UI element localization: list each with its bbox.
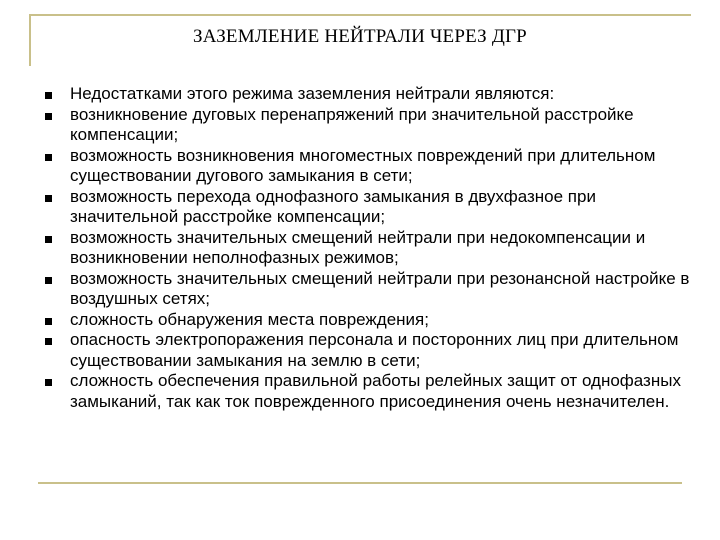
square-bullet-icon: [45, 195, 52, 202]
square-bullet-icon: [45, 338, 52, 345]
bullet-item: [42, 371, 692, 412]
bullet-item: [42, 228, 692, 269]
bullet-text: возможность перехода однофазного замыкания в двухфазное при значительной расстройке компенсации;: [70, 186, 596, 226]
bullet-text: возникновение дуговых перенапряжений при значительной расстройке компенсации;: [70, 104, 634, 144]
square-bullet-icon: [45, 154, 52, 161]
bullet-item: [42, 310, 692, 331]
square-bullet-icon: [45, 379, 52, 386]
bullet-text: возможность значительных смещений нейтрали при недокомпенсации и возникновении неполнофазных режимов;: [70, 227, 646, 267]
square-bullet-icon: [45, 277, 52, 284]
bullet-item: [42, 330, 692, 371]
square-bullet-icon: [45, 236, 52, 243]
bullet-list: [42, 84, 692, 412]
bullet-item: [42, 146, 692, 187]
bullet-text: возможность значительных смещений нейтрали при резонансной настройке в воздушных сетях;: [70, 268, 690, 308]
bullet-item: [42, 84, 692, 105]
bullet-text: сложность обеспечения правильной работы релейных защит от однофазных замыканий, так как ток поврежденного присоединения очень незначителен.: [70, 371, 681, 411]
square-bullet-icon: [45, 113, 52, 120]
bullet-text: Недостатками этого режима заземления нейтрали являются:: [70, 84, 555, 103]
bullet-item: [42, 269, 692, 310]
square-bullet-icon: [45, 318, 52, 325]
slide-title: ЗАЗЕМЛЕНИЕ НЕЙТРАЛИ ЧЕРЕЗ ДГР: [193, 26, 527, 47]
bullet-item: [42, 105, 692, 146]
bottom-rule: [38, 482, 682, 484]
bullet-text: возможность возникновения многоместных повреждений при длительном существовании дугового замыкания в сети;: [70, 145, 656, 185]
title-top-rule: [29, 14, 691, 16]
bullet-text: сложность обнаружения места повреждения;: [70, 309, 429, 329]
square-bullet-icon: [45, 92, 52, 99]
bullet-item: [42, 187, 692, 228]
bullet-text: опасность электропоражения персонала и посторонних лиц при длительном существовании замыкания на землю в сети;: [70, 330, 679, 370]
